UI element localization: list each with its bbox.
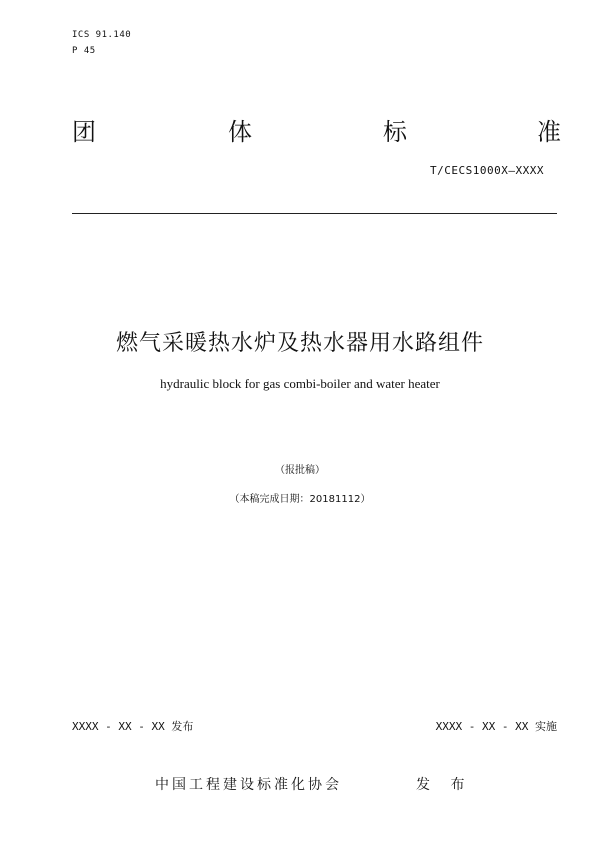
document-title-english: hydraulic block for gas combi-boiler and water heater — [160, 376, 440, 391]
issue-date: XXXX - XX - XX 发布 — [72, 720, 194, 733]
category-char-1: 团 — [72, 118, 96, 146]
issuing-organization: 中国工程建设标准化协会 — [155, 777, 342, 793]
header-divider — [72, 213, 557, 214]
ccs-code: P 45 — [72, 46, 96, 56]
ics-code: ICS 91.140 — [72, 30, 132, 40]
category-char-4: 准 — [537, 118, 561, 146]
issue-label: 发 布 — [416, 777, 473, 793]
category-char-2: 体 — [228, 118, 252, 146]
category-char-3: 标 — [383, 118, 407, 146]
draft-stage: （报批稿） — [275, 465, 325, 476]
implementation-date: XXXX - XX - XX 实施 — [435, 720, 557, 733]
draft-completion-date: （本稿完成日期：20181112） — [229, 494, 371, 505]
document-title-chinese: 燃气采暖热水炉及热水器用水路组件 — [115, 331, 484, 356]
standard-number: T/CECS1000X—XXXX — [430, 164, 544, 177]
